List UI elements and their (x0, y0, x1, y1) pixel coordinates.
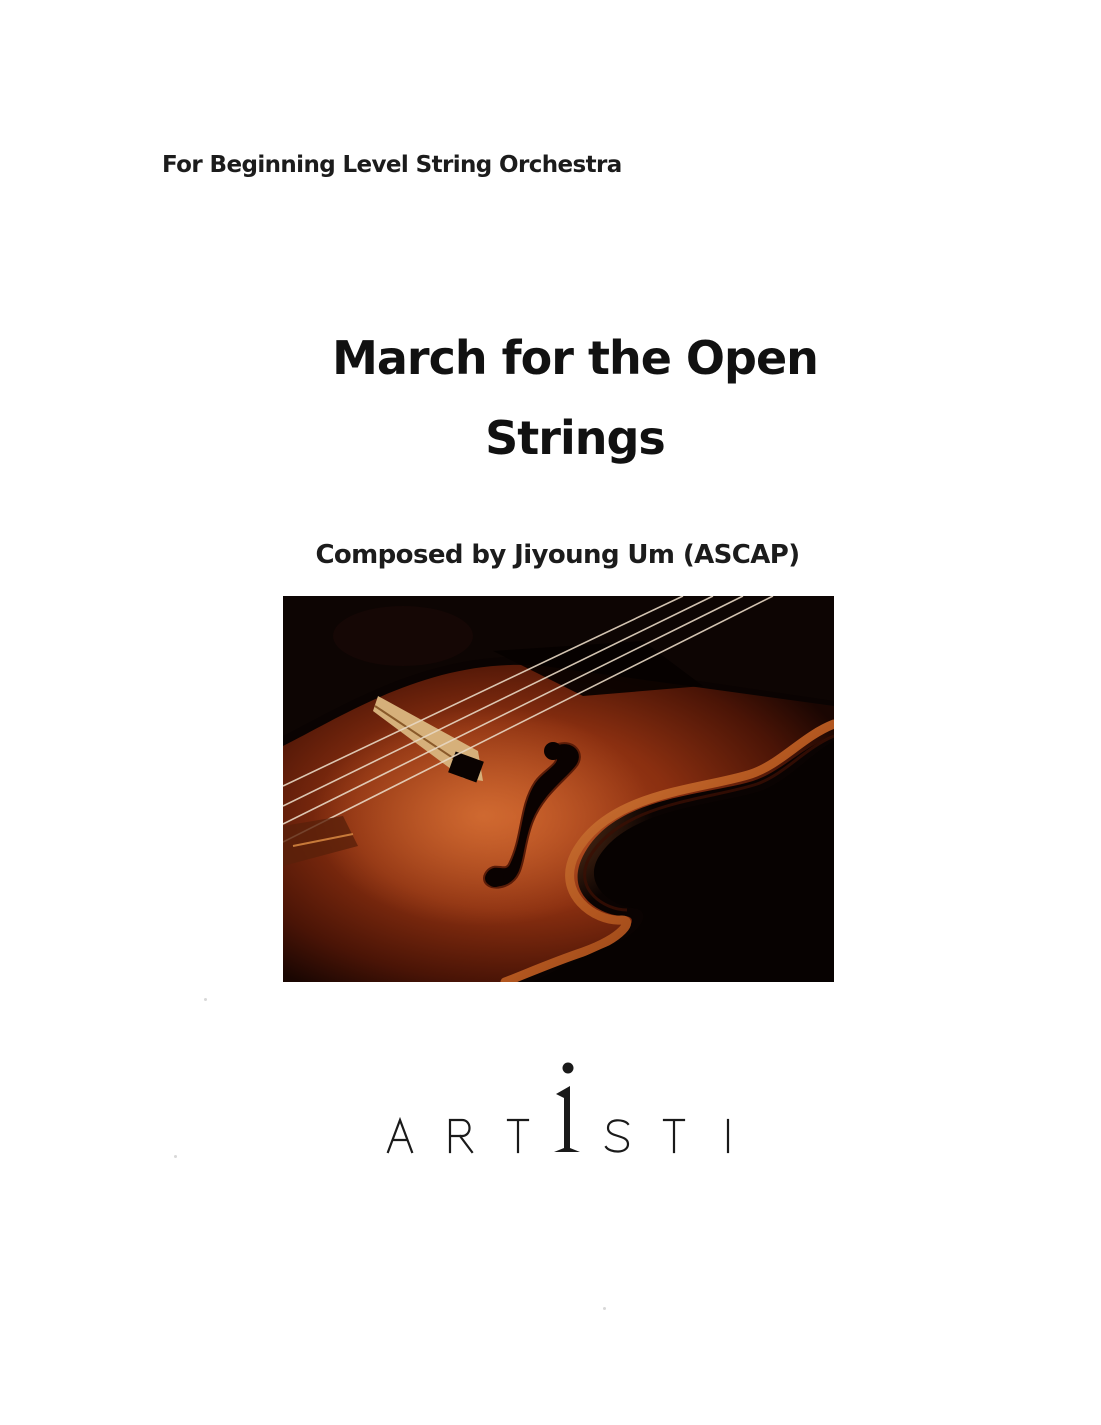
piece-title (300, 318, 850, 478)
artisti-logo (380, 1058, 740, 1158)
composer-credit: Composed by Jiyoung Um (ASCAP) (315, 540, 800, 570)
scan-speck (204, 998, 207, 1001)
ensemble-subtitle: For Beginning Level String Orchestra (162, 152, 622, 178)
violin-photo (283, 596, 834, 982)
scan-speck (603, 1307, 606, 1310)
title-line-1: March for the Open (332, 331, 818, 385)
title-line-2: Strings (485, 411, 665, 465)
scan-speck (174, 1155, 177, 1158)
